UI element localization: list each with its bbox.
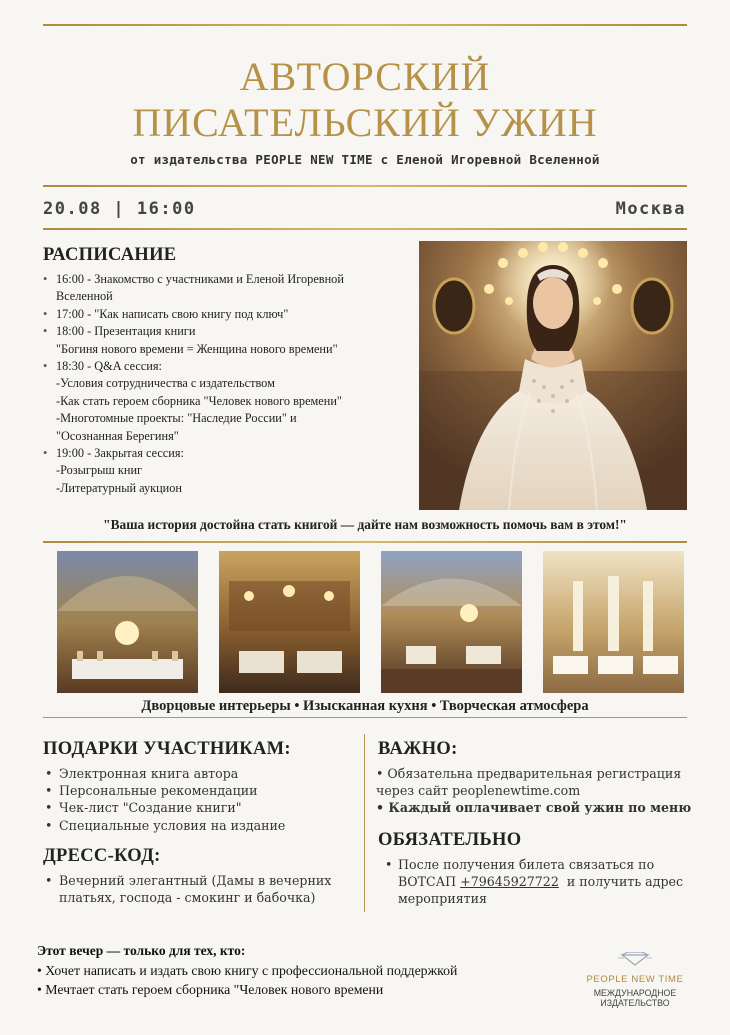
footer-item: • Хочет написать и издать свою книгу с профессиональной поддержкой	[37, 961, 457, 980]
brand-block	[560, 951, 710, 1008]
brand-subtitle: МЕЖДУНАРОДНОЕ ИЗДАТЕЛЬСТВО	[593, 988, 677, 1008]
dress-list	[43, 872, 353, 906]
gift-item: • Персональные рекомендации	[43, 782, 353, 799]
dress-item: • Вечерний элегантный (Дамы в вечерних платьях, господа - смокинг и бабочка)	[43, 872, 353, 906]
schedule-item: "Богиня нового времени = Женщина нового времени"	[56, 341, 338, 356]
gallery-caption: Дворцовые интерьеры • Изысканная кухня • Творческая атмосфера	[141, 698, 589, 714]
schedule-list	[43, 271, 413, 497]
datetime-divider	[43, 228, 687, 230]
event-city: Москва	[615, 199, 686, 219]
important-heading: ВАЖНО:	[378, 739, 458, 759]
required-text	[385, 856, 715, 908]
schedule-item: • 17:00 - "Как написать свою книгу под ключ"	[43, 306, 413, 323]
schedule-item: • 19:00 - Закрытая сессия:	[43, 445, 413, 462]
diamond-logo-icon	[618, 951, 652, 970]
gallery-bottom-divider	[43, 717, 687, 718]
schedule-item: Вселенной	[56, 289, 113, 304]
required-line-1-text: После получения билета связаться по	[398, 857, 655, 872]
important-line-2: через сайт peoplenewtime.com	[376, 783, 581, 799]
event-datetime: 20.08 | 16:00	[43, 199, 196, 219]
schedule-item: • 16:00 - Знакомство с участниками и Еленой Игоревной	[43, 271, 413, 288]
subtitle: от издательства PEOPLE NEW TIME с Еленой Игоревной Вселенной	[130, 152, 600, 167]
gifts-list	[43, 765, 353, 834]
gift-item: • Чек-лист "Создание книги"	[43, 799, 353, 816]
schedule-item: -Как стать героем сборника "Человек нового времени"	[56, 393, 342, 408]
gifts-heading: ПОДАРКИ УЧАСТНИКАМ:	[43, 739, 291, 759]
phone-link[interactable]: +79645927722	[460, 874, 559, 890]
schedule-item: -Многотомные проекты: "Наследие России" и	[56, 411, 297, 426]
important-line-3: • Каждый оплачивает свой ужин по меню	[376, 800, 692, 816]
interior-photo-1	[57, 551, 198, 693]
schedule-item: -Розыгрыш книг	[56, 463, 143, 478]
brand-name: PEOPLE NEW TIME	[586, 974, 684, 985]
title-line-1: АВТОРСКИЙ	[239, 54, 491, 99]
required-line-1: • После получения билета связаться по	[385, 857, 655, 872]
schedule-item: • 18:00 - Презентация книги	[43, 323, 413, 340]
schedule-item: "Осознанная Берегиня"	[56, 428, 179, 443]
interior-photo-3	[381, 551, 522, 693]
important-line-1: • Обязательна предварительная регистрация	[376, 766, 682, 781]
schedule-item: -Условия сотрудничества с издательством	[56, 376, 275, 391]
required-heading: ОБЯЗАТЕЛЬНО	[378, 830, 522, 850]
header-divider	[43, 185, 687, 187]
title-line-2: ПИСАТЕЛЬСКИЙ УЖИН	[132, 100, 598, 145]
gift-item: • Специальные условия на издание	[43, 817, 353, 834]
footer-heading: Этот вечер — только для тех, кто:	[37, 943, 246, 958]
required-line-2-suffix: и получить адрес	[558, 874, 684, 890]
footer-item: • Мечтает стать героем сборника "Человек нового времени	[37, 980, 457, 999]
schedule-item: • 18:30 - Q&A сессия:	[43, 358, 413, 375]
required-line-3: мероприятия	[398, 891, 487, 907]
required-line-2	[385, 873, 715, 890]
column-divider	[364, 734, 365, 912]
interior-photo-4	[543, 551, 684, 693]
bride-photo	[419, 241, 687, 510]
interior-photo-2	[219, 551, 360, 693]
schedule-heading: РАСПИСАНИЕ	[43, 245, 177, 265]
footer-list	[37, 961, 457, 999]
required-whatsapp-label: ВОТСАП	[398, 874, 461, 890]
top-divider	[43, 24, 687, 26]
dress-heading: ДРЕСС-КОД:	[43, 846, 161, 866]
schedule-item: -Литературный аукцион	[56, 480, 182, 495]
gallery-top-divider	[43, 541, 687, 543]
important-text	[376, 765, 706, 817]
gift-item: • Электронная книга автора	[43, 765, 353, 782]
quote: "Ваша история достойна стать книгой — дайте нам возможность помочь вам в этом!"	[103, 517, 627, 532]
